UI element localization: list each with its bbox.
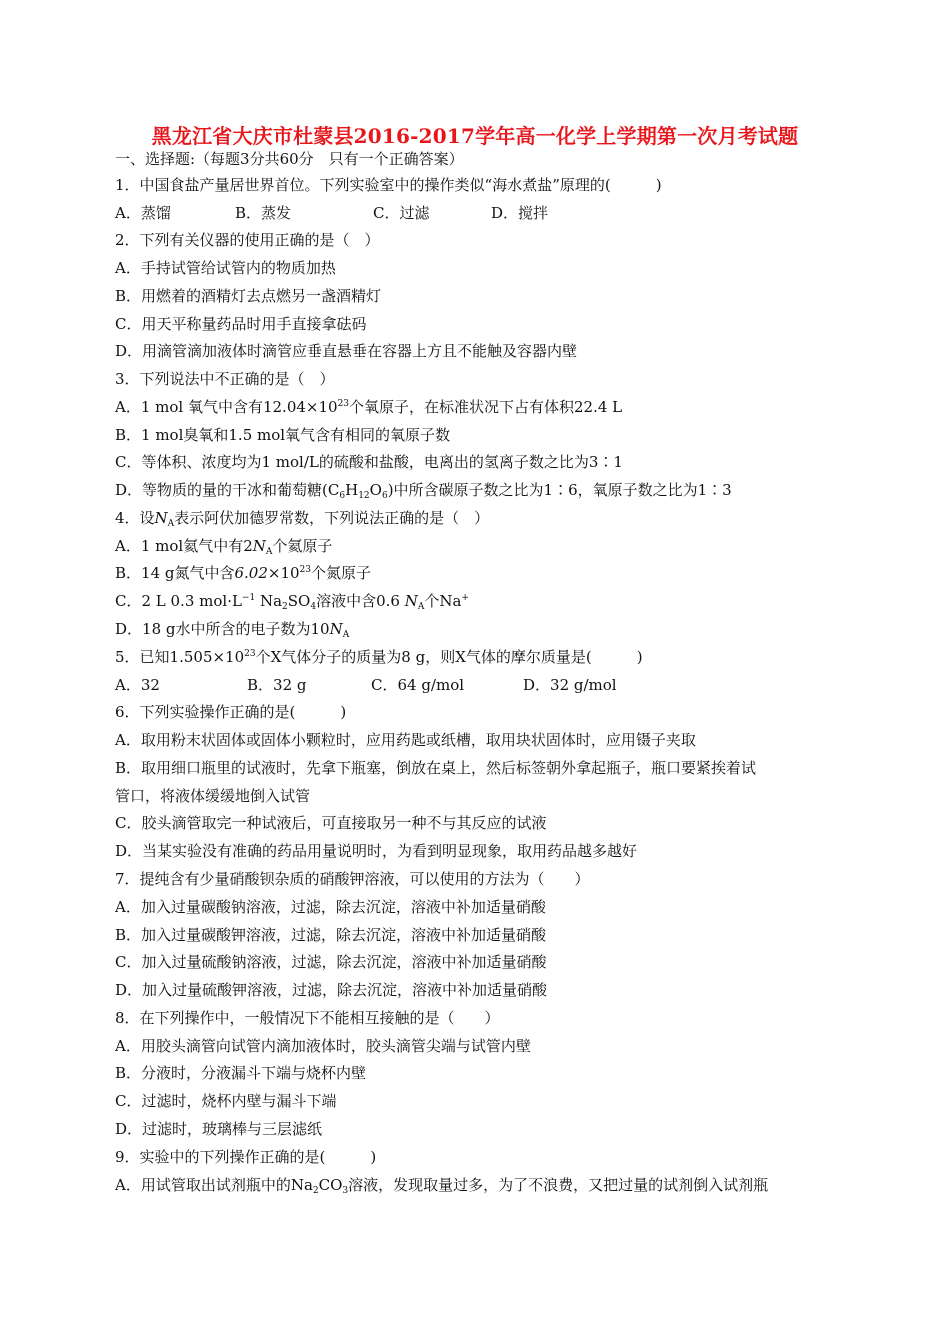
question-2-option-a: A．手持试管给试管内的物质加热 <box>115 259 336 277</box>
question-4-option-c: C．2 L 0.3 $mol\cdot L^{-1}$ $Na_2SO_4$溶液中含0.6 $N_A$个Na+ <box>115 592 469 612</box>
option-b: B．32 g <box>247 676 307 694</box>
question-7-option-a: A．加入过量碳酸钠溶液，过滤，除去沉淀，溶液中补加适量硝酸 <box>115 898 546 916</box>
option-a: A．蒸馏 <box>115 204 171 222</box>
question-8-option-b: B．分液时，分液漏斗下端与烧杯内壁 <box>115 1064 367 1082</box>
question-7-stem: 7．提纯含有少量硝酸钡杂质的硝酸钾溶液，可以使用的方法为（ ） <box>115 870 590 888</box>
question-8-option-a: A．用胶头滴管向试管内滴加液体时，胶头滴管尖端与试管内壁 <box>115 1037 531 1055</box>
question-6-option-b: B．取用细口瓶里的试液时，先拿下瓶塞，倒放在桌上，然后标签朝外拿起瓶子，瓶口要紧挨着试 <box>115 759 757 777</box>
option-c: C．过滤 <box>373 204 430 222</box>
question-7-option-d: D．加入过量硫酸钾溶液，过滤，除去沉淀，溶液中补加适量硝酸 <box>115 981 548 999</box>
question-3-option-a: A．1 mol 氧气中含有$12.04\times 10^{23}$个氧原子，在标准状况下占有体积22.4 L <box>115 398 623 416</box>
question-6-option-a: A．取用粉末状固体或固体小颗粒时，应用药匙或纸槽，取用块状固体时，应用镊子夹取 <box>115 731 696 749</box>
question-4-option-b: B．14 g氮气中含$6.02\times 10^{23}$个氮原子 <box>115 564 372 582</box>
question-8-option-d: D．过滤时，玻璃棒与三层滤纸 <box>115 1120 323 1138</box>
question-2-stem: 2．下列有关仪器的使用正确的是（ ） <box>115 231 380 249</box>
question-7-option-b: B．加入过量碳酸钾溶液，过滤，除去沉淀，溶液中补加适量硝酸 <box>115 926 547 944</box>
question-4-option-a: A．1 mol氦气中有$2N_A$个氦原子 <box>115 537 333 557</box>
question-9-option-a: A．用试管取出试剂瓶中的$Na_2CO_3$溶液，发现取量过多，为了不浪费，又把过量的试剂倒入试剂瓶 <box>115 1176 769 1196</box>
question-8-stem: 8．在下列操作中，一般情况下不能相互接触的是（ ） <box>115 1009 500 1027</box>
option-a: A．32 <box>115 676 160 694</box>
page-title: 黑龙江省大庆市杜蒙县2016-2017学年高一化学上学期第一次月考试题 <box>151 124 799 148</box>
option-b: B．蒸发 <box>235 204 292 222</box>
question-6-option-b-cont: 管口，将液体缓缓地倒入试管 <box>115 787 311 805</box>
question-6-option-c: C．胶头滴管取完一种试液后，可直接取另一种不与其反应的试液 <box>115 814 547 832</box>
question-3-stem: 3．下列说法中不正确的是（ ） <box>115 370 335 388</box>
question-7-option-c: C．加入过量硫酸钠溶液，过滤，除去沉淀，溶液中补加适量硝酸 <box>115 953 547 971</box>
question-4-option-d: D．18 g水中所含的电子数为$10N_A$ <box>115 620 350 640</box>
option-c: C．64 g/mol <box>371 676 465 694</box>
option-d: D．搅拌 <box>491 204 549 222</box>
question-6-option-d: D．当某实验没有准确的药品用量说明时，为看到明显现象，取用药品越多越好 <box>115 842 638 860</box>
question-9-stem: 9．实验中的下列操作正确的是( ) <box>115 1148 377 1166</box>
question-3-option-b: B．1 mol臭氧和1.5 mol氧气含有相同的氧原子数 <box>115 426 451 444</box>
question-5-stem: 5．已知$1.505\times 10^{23}$个X气体分子的质量为8 g，则X气体的摩尔质量是( ) <box>115 648 643 666</box>
question-2-option-b: B．用燃着的酒精灯去点燃另一盏酒精灯 <box>115 287 382 305</box>
question-3-option-d: D．等物质的量的干冰和葡萄糖$(C_6H_{12}O_6)$中所含碳原子数之比为1∶6，氧原子数之比为1∶3 <box>115 481 732 501</box>
question-8-option-c: C．过滤时，烧杯内壁与漏斗下端 <box>115 1092 337 1110</box>
option-d: D．32 g/mol <box>523 676 617 694</box>
question-2-option-d: D．用滴管滴加液体时滴管应垂直悬垂在容器上方且不能触及容器内壁 <box>115 342 578 360</box>
question-2-option-c: C．用天平称量药品时用手直接拿砝码 <box>115 315 367 333</box>
question-1-options <box>115 202 548 224</box>
question-5-options <box>115 674 617 696</box>
question-4-stem: 4．设$N_A$表示阿伏加德罗常数，下列说法正确的是（ ） <box>115 509 490 529</box>
question-6-stem: 6．下列实验操作正确的是( ) <box>115 703 347 721</box>
question-1-stem: 1．中国食盐产量居世界首位。下列实验室中的操作类似“海水煮盐”原理的( ) <box>115 176 662 194</box>
section-heading: 一、选择题:（每题3分共60分 只有一个正确答案） <box>115 150 464 168</box>
question-3-option-c: C．等体积、浓度均为1 mol/L的硫酸和盐酸，电离出的氢离子数之比为3∶1 <box>115 453 623 471</box>
